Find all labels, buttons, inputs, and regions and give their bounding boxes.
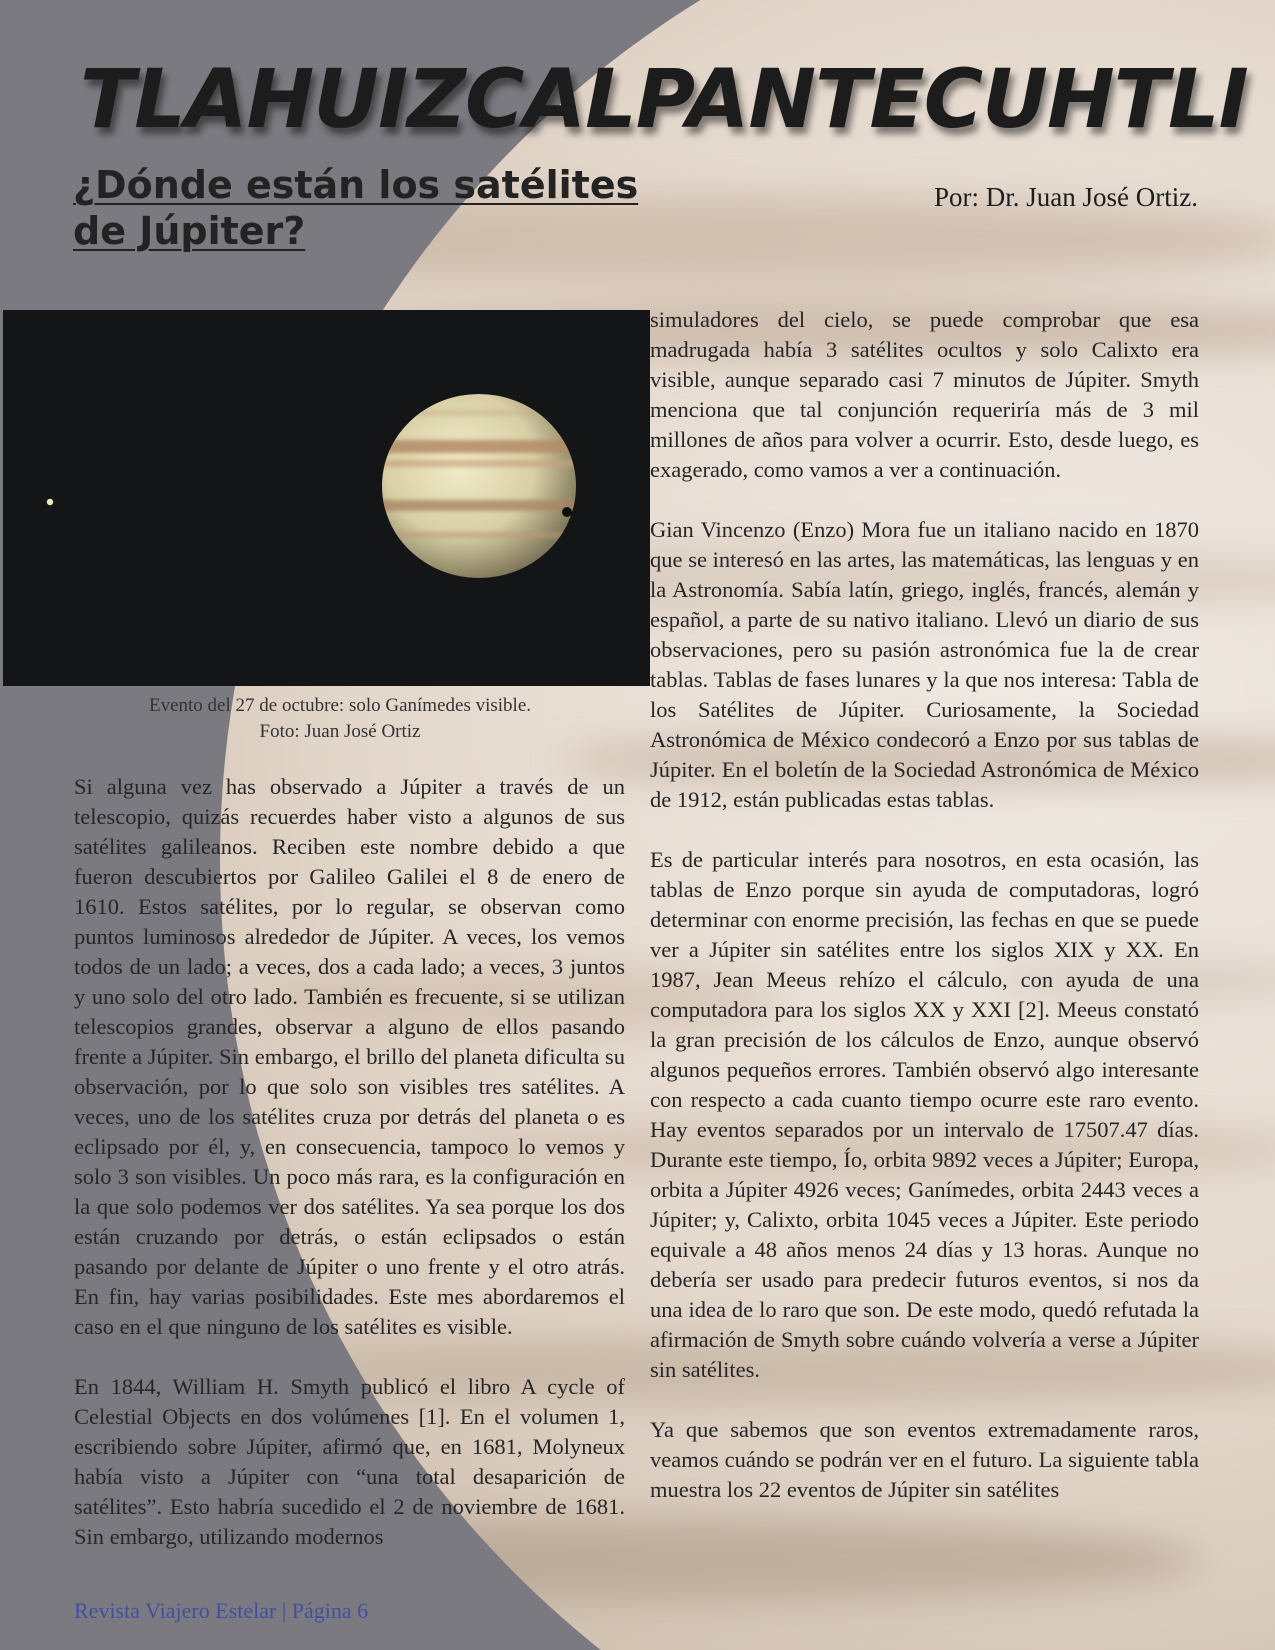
body-paragraph: Gian Vincenzo (Enzo) Mora fue un italiano nacido en 1870 que se interesó en las artes, las matemáticas, las lenguas y en la Astronomía. Sabía latín, griego, inglés, francés, alemán y español, a parte de su nativo italiano. Llevó un diario de sus observaciones, pero su pasión astronómica fue la de crear tablas. Tablas de fases lunares y la que nos interesa: Tabla de los Satélites de Júpiter. Curiosamente, la Sociedad Astronómica de México condecoró a Enzo por sus tablas de Júpiter. En el boletín de la Sociedad Astronómica de México de 1912, están publicadas estas tablas. [650,517,1199,812]
body-paragraph: Ya que sabemos que son eventos extremadamente raros, veamos cuándo se podrán ver en el futuro. La siguiente tabla muestra los 22 eventos de Júpiter sin satélites [650,1417,1199,1502]
author-byline: Por: Dr. Juan José Ortiz. [934,182,1198,212]
photo-caption-credit: Foto: Juan José Ortiz [259,721,421,742]
right-text-column [650,305,1199,1535]
body-paragraph: Si alguna vez has observado a Júpiter a través de un telescopio, quizás recuerdes haber visto a algunos de sus satélites galileanos. Reciben este nombre debido a que fueron descubiertos por Galileo Galilei el 8 de enero de 1610. Estos satélites, por lo regular, se observan como puntos luminosos alrededor de Júpiter. A veces, los vemos todos de un lado; a veces, dos a cada lado; a veces, 3 juntos y uno solo del otro lado. También es frecuente, si se utilizan telescopios grandes, observar a alguno de ellos pasando frente a Júpiter. Sin embargo, el brillo del planeta dificulta su observación, por lo que solo son visibles tres satélites. A veces, uno de los satélites cruza por detrás del planeta o es eclipsado por él, y, en consecuencia, tampoco lo vemos y solo 3 son visibles. Un poco más rara, es la configuración en la que solo podemos ver dos satélites. Ya sea porque los dos están cruzando por detrás, o están eclipsados o están pasando por delante de Júpiter o uno frente y el otro atrás. En fin, hay varias posibilidades. Este mes abordaremos el caso en el que ninguno de los satélites es visible. [74,774,625,1339]
body-paragraph: simuladores del cielo, se puede comprobar que esa madrugada había 3 satélites ocultos y solo Calixto era visible, aunque separado casi 7 minutos de Júpiter. Smyth menciona que tal conjunción requeriría más de 3 mil millones de años para volver a ocurrir. Esto, desde luego, es exagerado, como vamos a ver a continuación. [650,307,1199,482]
body-paragraph: Es de particular interés para nosotros, en esta ocasión, las tablas de Enzo porque sin ayuda de computadoras, logró determinar con enorme precisión, las fechas en que se puede ver a Júpiter sin satélites entre los siglos XIX y XX. En 1987, Jean Meeus rehízo el cálculo, con ayuda de una computadora para los siglos XX y XXI [2]. Meeus constató la gran precisión de los cálculos de Enzo, aunque observó algunos pequeños errores. También observó algo interesante con respecto a cada cuanto tiempo ocurre este raro evento. Hay eventos separados por un intervalo de 17507.47 días. Durante este tiempo, Ío, orbita 9892 veces a Júpiter; Europa, orbita a Júpiter 4926 veces; Ganímedes, orbita 2443 veces a Júpiter; y, Calixto, orbita 1045 veces a Júpiter. Este periodo equivale a 48 años menos 24 días y 13 horas. Aunque no debería ser usado para predecir futuros eventos, si nos da una idea de lo raro que son. De este modo, quedó refutada la afirmación de Smyth sobre cuándo volvería a verse a Júpiter sin satélites. [650,847,1199,1382]
magazine-masthead: TLAHUIZCALPANTECUHTLI [80,53,1248,147]
footer-separator: | [281,1598,287,1623]
footer-publication: Revista Viajero Estelar [74,1598,277,1623]
article-title [73,162,673,254]
footer-page-number: Página 6 [291,1598,369,1623]
article-title-line-2: de Júpiter? [73,209,306,253]
jupiter-telescope-photo [3,310,650,686]
article-title-line-1: ¿Dónde están los satélites [73,163,639,207]
photo-caption-event: Evento del 27 de octubre: solo Ganímedes visible. [148,695,532,716]
left-text-column [74,772,625,1582]
page-footer [74,1598,368,1624]
photo-caption [20,693,660,745]
body-paragraph: En 1844, William H. Smyth publicó el libro A cycle of Celestial Objects en dos volúmenes [1]. En el volumen 1, escribiendo sobre Júpiter, afirmó que, en 1681, Molyneux había visto a Júpiter con “una total desaparición de satélites”. Esto habría sucedido el 2 de noviembre de 1681. Sin embargo, utilizando modernos [74,1374,625,1549]
